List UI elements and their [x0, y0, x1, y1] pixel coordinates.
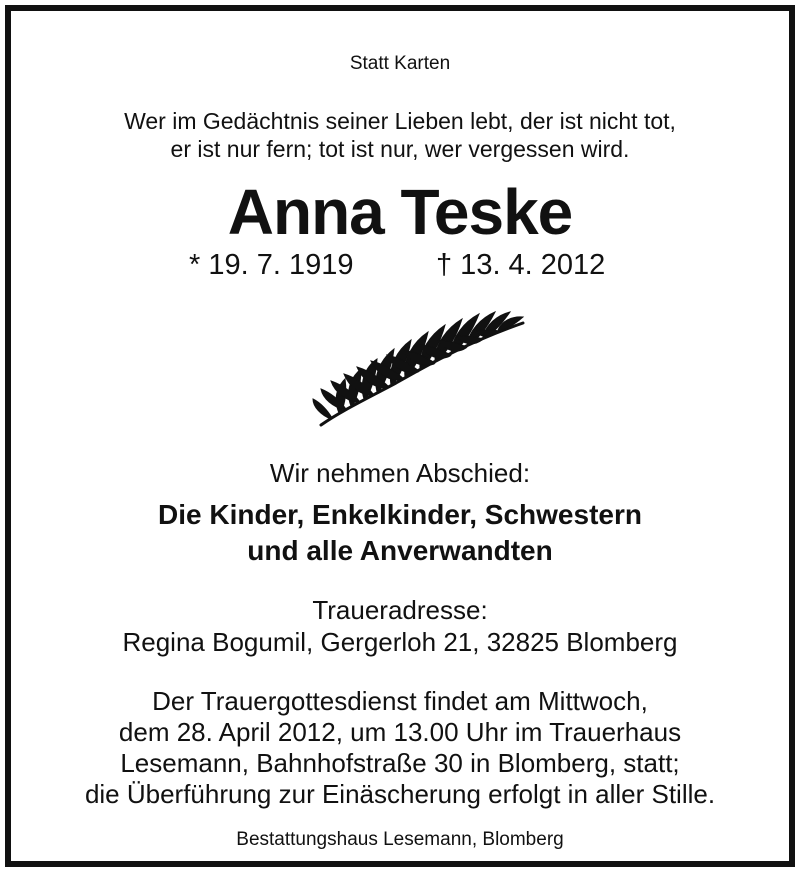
undertaker-label: Bestattungshaus Lesemann, Blomberg	[236, 829, 564, 850]
deceased-name: Anna Teske	[227, 176, 573, 248]
service-line-1: Der Trauergottesdienst findet am Mittwoch,	[152, 686, 648, 716]
death-date: † 13. 4. 2012	[436, 249, 606, 281]
quote-line-2: er ist nur fern; tot ist nur, wer vergessen wird.	[170, 136, 630, 162]
quote-line-1: Wer im Gedächtnis seiner Lieben lebt, der ist nicht tot,	[124, 108, 676, 134]
service-line-3: Lesemann, Bahnhofstraße 30 in Blomberg, statt;	[120, 748, 680, 778]
address-label: Traueradresse:	[312, 595, 488, 625]
palm-leaf-icon	[311, 303, 531, 443]
mourners-line-1: Die Kinder, Enkelkinder, Schwestern	[158, 499, 642, 530]
obituary-notice	[5, 5, 795, 867]
address-value: Regina Bogumil, Gergerloh 21, 32825 Blomberg	[122, 627, 678, 657]
service-line-2: dem 28. April 2012, um 13.00 Uhr im Trauerhaus	[118, 717, 682, 747]
birth-date: * 19. 7. 1919	[189, 249, 354, 281]
statt-karten-label: Statt Karten	[349, 53, 451, 74]
service-line-4: die Überführung zur Einäscherung erfolgt in aller Stille.	[84, 779, 716, 809]
farewell-intro: Wir nehmen Abschied:	[269, 458, 531, 488]
mourners-line-2: und alle Anverwandten	[247, 535, 553, 566]
